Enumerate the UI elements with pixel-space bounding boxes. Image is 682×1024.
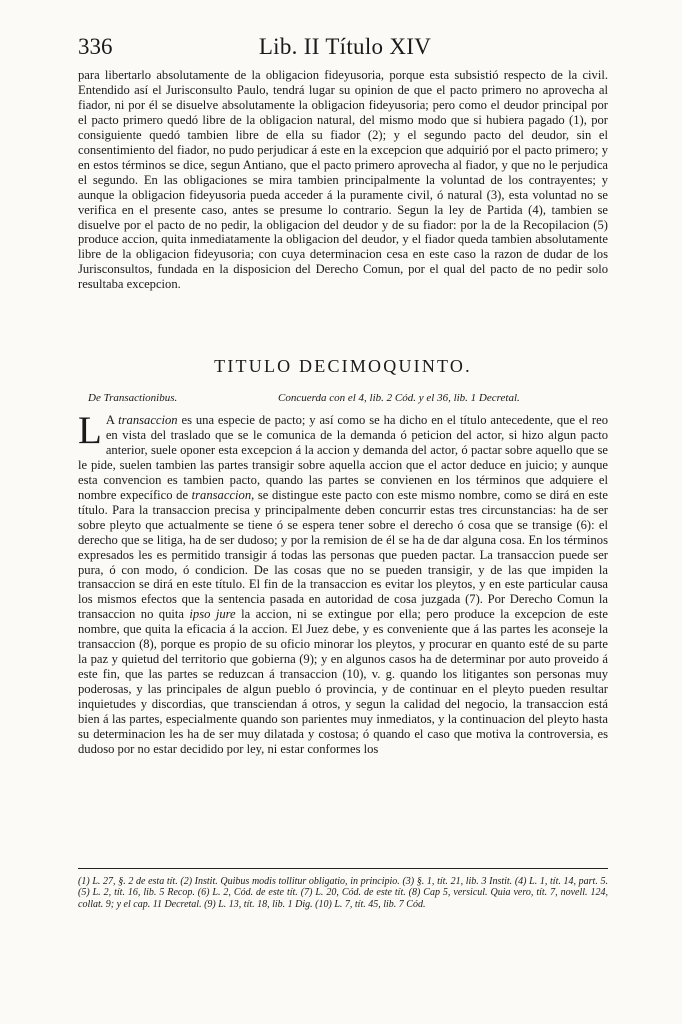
text-run: A [105, 413, 119, 427]
main-paragraph [78, 409, 608, 757]
drop-cap: L [78, 409, 102, 452]
italic-term: transaccion [191, 487, 252, 502]
continued-paragraph-text: para libertarlo absolutamente de la obligacion fideyusoria, porque esta subsistió respecto de la civil. Entendido así el Jurisconsulto Paulo, tendrá lugar su opinion de que el pacto primero no aprovecha al fiador, ni por él se disuelve absolutamente la obligacion fideyusoria; pero como el deudor principal por el pacto primero quedó libre de la obligacion natural, del mismo modo que si hubiera pagado (1), por consiguiente quedó tambien libre de ella su fiador (2); y el segundo pacto del deudor, sin el consentimiento del fiador, no pudo perjudicar á este en la excepcion que adquirió por el pacto primero; y en estos términos se dice, segun Antiano, que el pacto primero aprovecha al fiador, y que no le perjudica el segundo. En las obligaciones se mira tambien principalmente la voluntad de los contrayentes; y aunque la obligacion fideyusoria pueda acceder á la puramente civil, ó natural (3), esta voluntad no se verifica en el presente caso, antes se presume lo contrario. Segun la ley de Partida (4), tambien se disuelve por el pacto de no pedir, la obligacion del deudor y de su fiador: por la de la Recopilacion (5) produce accion, quita inmediatamente la obligacion del deudor, y el fiador queda tambien absolutamente libre de la obligacion fideyusoria; con cuya determinacion cesa en este caso la razon de dudar de los Jurisconsultos, fundada en la disposicion del Derecho Comun, por el qual del pacto de no pedir solo resultaba excepcion. [78, 68, 608, 292]
concordance-line [78, 392, 608, 407]
text-run: , se distingue este pacto con este mismo nombre, como se dirá en este título. Para la transaccion precisa y principalmente deben concurrir estas tres circunstancias: ha de ser sobre pleyto que actualmente se tiene ó se espera tener sobre el derecho ó cosa que se transige (6): el derecho que se litiga, ha de ser dudoso; y por la remision de él se ha de dar alguna cosa. En los términos expresados les es permitido transigir á todas las personas que pueden pactar. La transaccion puede ser pura, ó con modo, ó condicion. De las cosas que no se pueden transigir, y de las que impiden la transaccion se dirá en este título. El fin de la transaccion es evitar los pleytos, y en este particular causa los mismos efectos que la sentencia pasada en autoridad de cosa juzgada (7). Por Derecho Comun la transaccion no quita [78, 487, 608, 622]
footnotes: (1) L. 27, §. 2 de esta tít. (2) Instit. Quibus modis tollitur obligatio, in principio. (3) §. 1, tít. 21, lib. 3 Instit. (4) L. 1, tít. 14, part. 5. (5) L. 2, tít. 16, lib. 5 Recop. (6) L. 2, Cód. de este tít. (7) L. 20, Cód. de este tít. (8) Cap 5, versicul. Quia vero, tít. 7, novell. 124, collat. 9; y el cap. 11 Decretal. (9) L. 13, tít. 18, lib. 1 Dig. (10) L. 7, tít. 45, lib. 7 Cód. [78, 876, 608, 910]
main-paragraph-text [78, 409, 608, 756]
text-run: es una especie de pacto; y así como se ha dicho en el título antecedente, que el reo en vista del traslado que se le comunica de la demanda ó peticion del actor, si hizo algun pacto anterior, suele oponer esta excepcion á la accion y demanda del actor, ó pactar sobre aquello que se le pide, suelen tambien las partes transigir sobre aquella accion que el actor deduce en juicio; y aunque esta convencion es tambien pacto, quando las partes se convienen en los términos que adquiere el nombre expecífico de [78, 413, 608, 502]
footnote-rule [78, 868, 608, 869]
italic-term: transaccion [118, 413, 178, 427]
text-run: la accion, ni se extingue por ella; pero produce la excepcion de este nombre, que quita la eficacia á la accion. El Juez debe, y es conveniente que á las partes les aconseje la transaccion (8), porque es propio de su oficio minorar los pleytos, y procurar en quanto esté de su parte la paz y quietud del territorio que gobierna (9); y en algunos casos ha de determinar por auto proveido á este fin, que las partes se reduzcan á transaccion (10), v. g. quando los litigantes son personas muy poderosas, y las principales de algun pueblo ó provincia, y de continuar en el pleyto pueden resultar inquietudes y discordias, que transciendan á otros, y segun la calidad del negocio, la transaccion está bien á las partes, especialmente quando son parientes muy inmediatos, y la continuacion del pleyto hasta su determinacion les ha de ser muy dilatada y costosa; ó quando el caso que motiva la controversia, es dudoso por no estar decidido por ley, ni estar conformes los [78, 607, 608, 756]
running-head-title: Lib. II Título XIV [258, 34, 432, 59]
chapter-title: TITULO DECIMOQUINTO. [214, 356, 472, 376]
latin-title: De Transactionibus. [88, 392, 178, 404]
running-head [78, 34, 612, 68]
italic-term: ipso jure [189, 607, 236, 622]
continued-paragraph [78, 68, 608, 292]
concordance-reference: Concuerda con el 4, lib. 2 Cód. y el 36, lib. 1 Decretal. [278, 392, 520, 404]
page-number: 336 [78, 34, 113, 59]
